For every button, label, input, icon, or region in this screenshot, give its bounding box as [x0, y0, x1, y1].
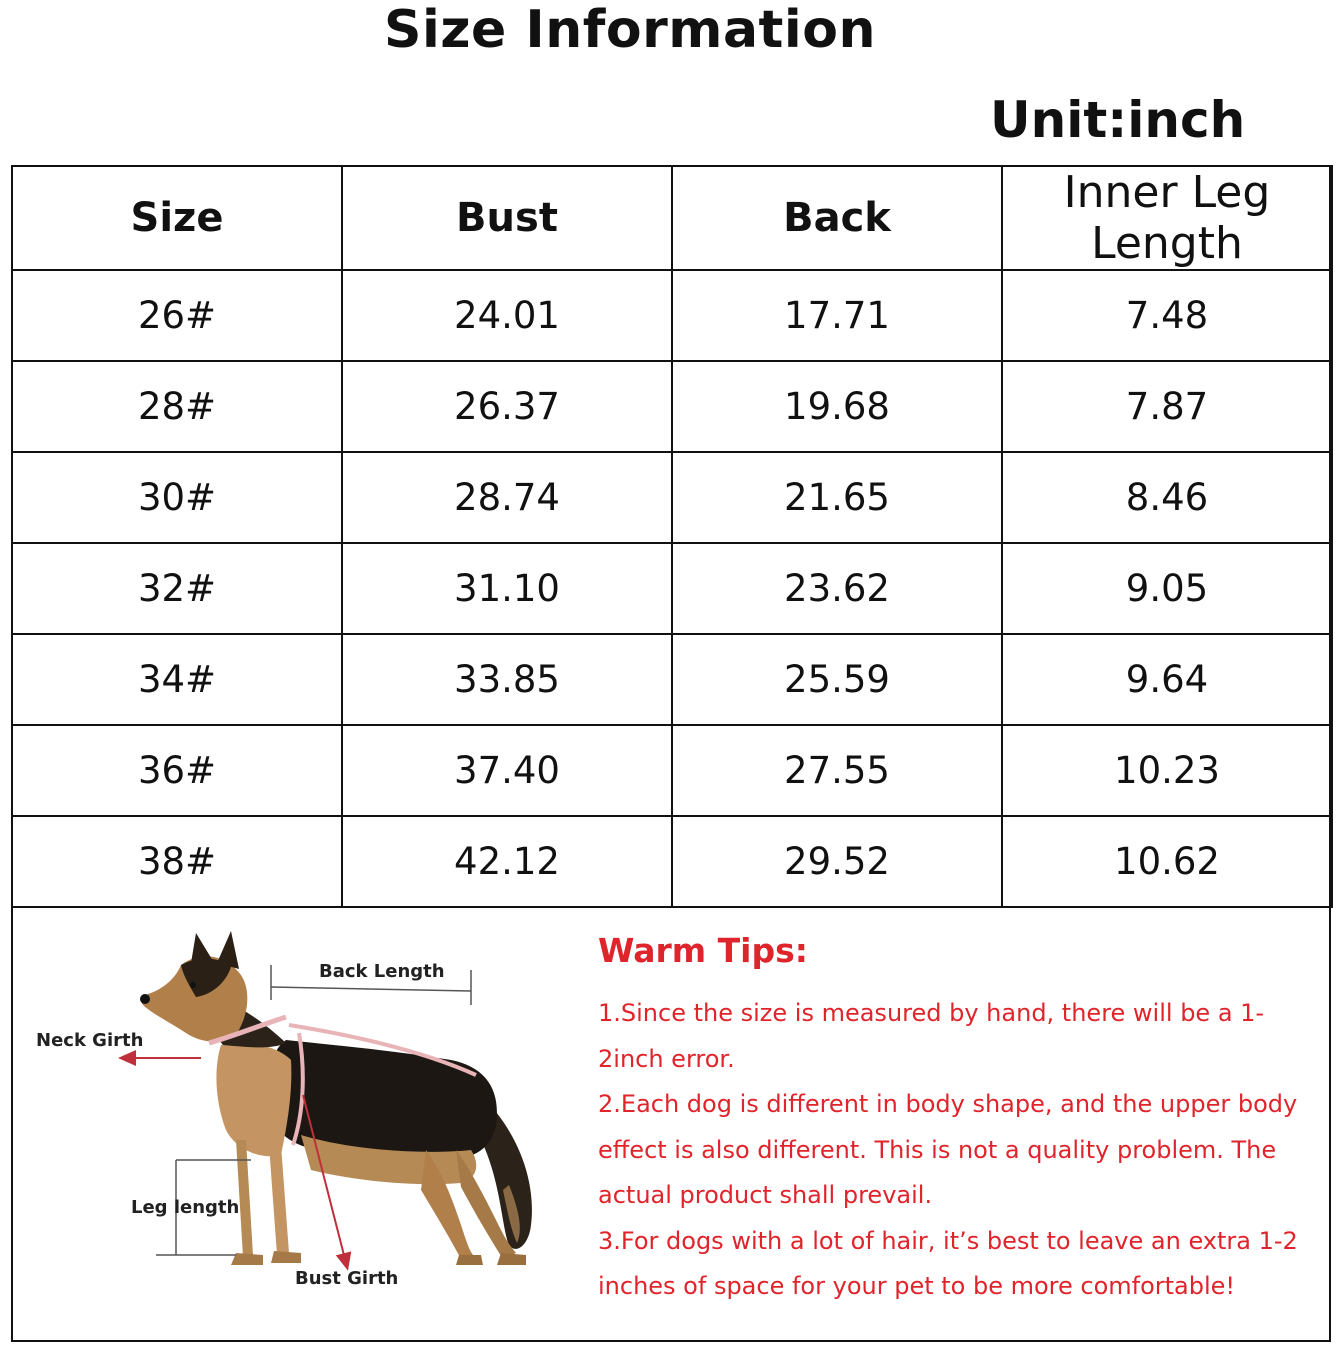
cell-inner-leg: 9.05: [1002, 543, 1332, 634]
cell-size: 28#: [12, 361, 342, 452]
cell-bust: 33.85: [342, 634, 672, 725]
cell-back: 25.59: [672, 634, 1002, 725]
cell-bust: 37.40: [342, 725, 672, 816]
dog-illustration-icon: [31, 925, 571, 1325]
cell-inner-leg: 10.62: [1002, 816, 1332, 907]
cell-back: 23.62: [672, 543, 1002, 634]
cell-size: 34#: [12, 634, 342, 725]
page-title: Size Information: [384, 0, 876, 60]
tip-item: 1.Since the size is measured by hand, there will be a 1-2inch error.: [598, 999, 1265, 1073]
table-row: [12, 725, 1332, 816]
warm-tips-title: Warm Tips:: [598, 931, 808, 970]
cell-size: 32#: [12, 543, 342, 634]
cell-inner-leg: 10.23: [1002, 725, 1332, 816]
cell-back: 17.71: [672, 270, 1002, 361]
cell-back: 27.55: [672, 725, 1002, 816]
cell-size: 36#: [12, 725, 342, 816]
cell-size: 38#: [12, 816, 342, 907]
cell-size: 26#: [12, 270, 342, 361]
table-row: [12, 816, 1332, 907]
dog-measurement-diagram: [31, 925, 571, 1325]
cell-back: 29.52: [672, 816, 1002, 907]
cell-bust: 42.12: [342, 816, 672, 907]
leg-length-label: Leg length: [131, 1197, 240, 1218]
info-section: [13, 905, 1331, 1340]
cell-inner-leg: 7.48: [1002, 270, 1332, 361]
warm-tips: [598, 925, 1323, 1310]
cell-size: 30#: [12, 452, 342, 543]
cell-bust: 31.10: [342, 543, 672, 634]
cell-bust: 24.01: [342, 270, 672, 361]
unit-label: Unit:inch: [990, 91, 1246, 149]
back-length-label: Back Length: [319, 961, 445, 982]
header-bust: Bust: [342, 166, 672, 270]
size-table: [11, 165, 1333, 908]
table-row: [12, 452, 1332, 543]
neck-girth-label: Neck Girth: [36, 1030, 144, 1051]
table-row: [12, 634, 1332, 725]
cell-back: 21.65: [672, 452, 1002, 543]
cell-back: 19.68: [672, 361, 1002, 452]
header-size: Size: [12, 166, 342, 270]
cell-bust: 28.74: [342, 452, 672, 543]
cell-inner-leg: 7.87: [1002, 361, 1332, 452]
table-header-row: [12, 166, 1332, 270]
table-row: [12, 361, 1332, 452]
table-row: [12, 543, 1332, 634]
tip-item: 2.Each dog is different in body shape, and the upper body effect is also different. This is not a quality problem. The actual product shall prevail.: [598, 1090, 1298, 1209]
header-back: Back: [672, 166, 1002, 270]
tip-item: 3.For dogs with a lot of hair, it’s best to leave an extra 1-2 inches of space for your pet to be more comfortable!: [598, 1226, 1298, 1300]
cell-inner-leg: 8.46: [1002, 452, 1332, 543]
bust-girth-label: Bust Girth: [295, 1268, 399, 1289]
table-row: [12, 270, 1332, 361]
cell-inner-leg: 9.64: [1002, 634, 1332, 725]
header-inner-leg-length: Inner Leg Length: [1002, 166, 1332, 270]
cell-bust: 26.37: [342, 361, 672, 452]
